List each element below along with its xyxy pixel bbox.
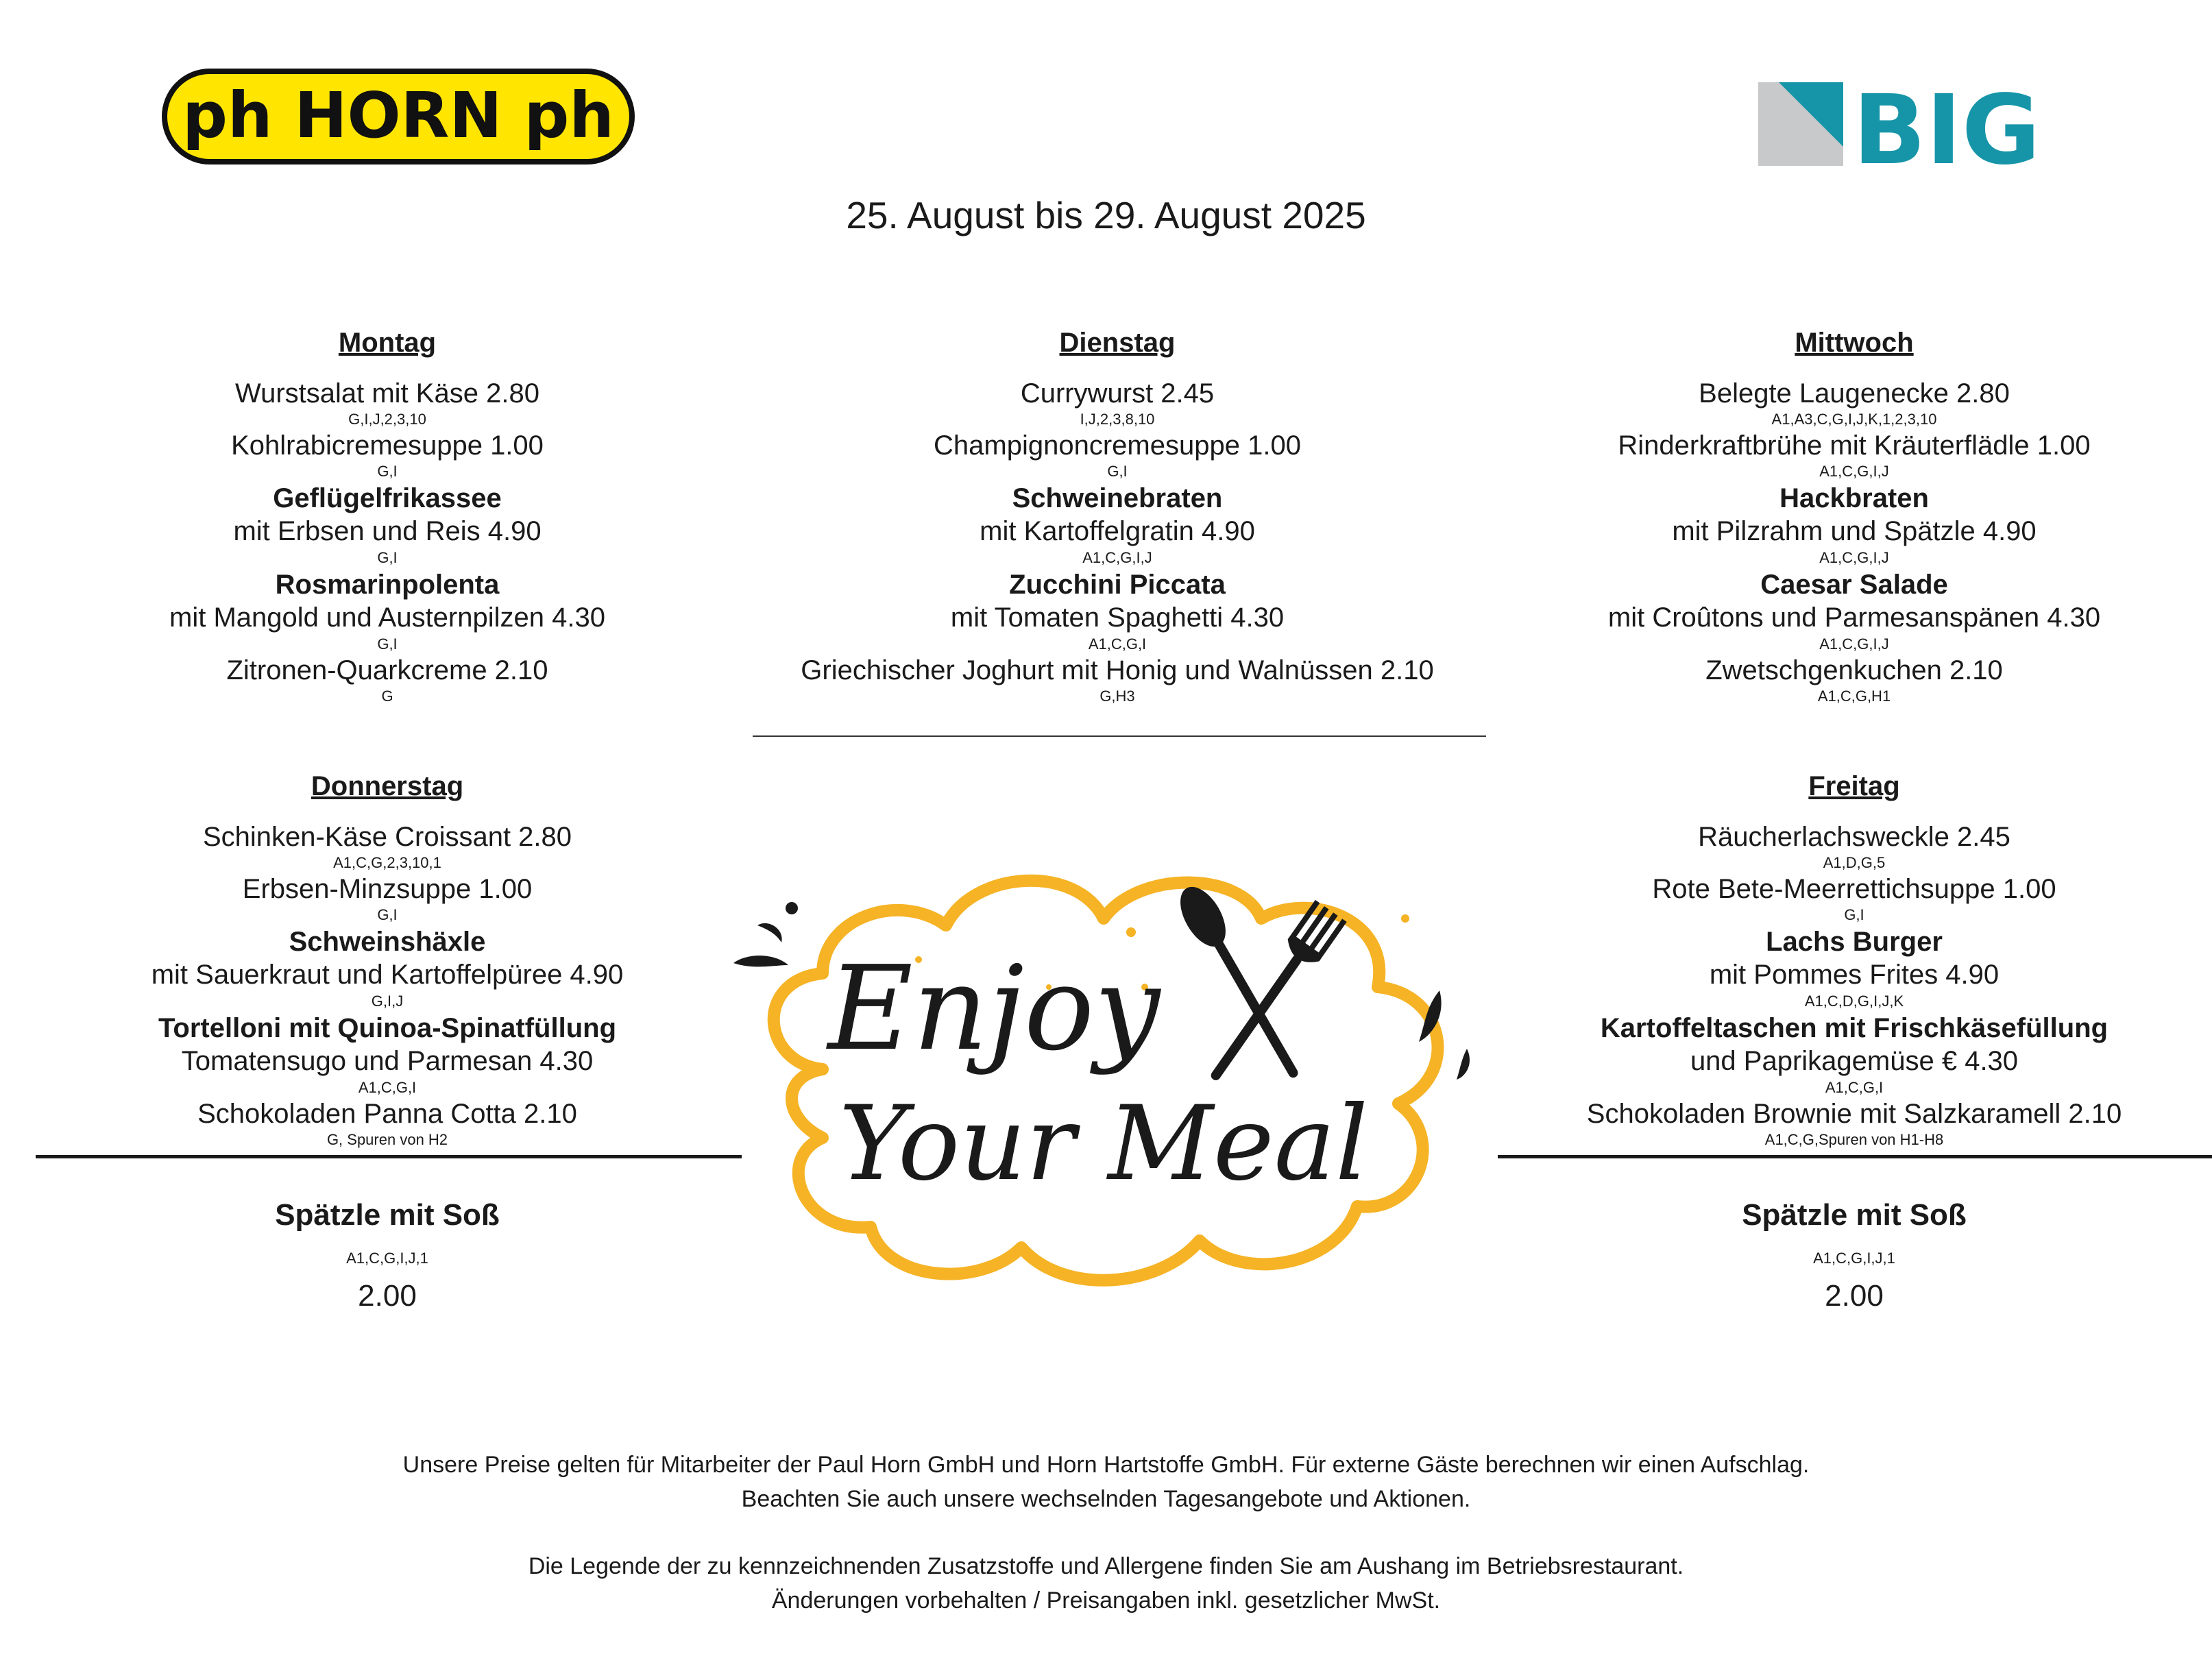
- horn-logo: [162, 69, 635, 165]
- divider-line-left: [36, 1155, 742, 1158]
- menu-item: mit Pommes Frites 4.90: [1709, 960, 2000, 990]
- allergen-codes: A1,A3,C,G,I,J,K,1,2,3,10: [1771, 411, 1937, 428]
- footer-line: Beachten Sie auch unsere wechselnden Tagesangebote und Aktionen.: [741, 1486, 1471, 1512]
- menu-item-title: Rosmarinpolenta: [275, 570, 500, 600]
- allergen-codes: G,I: [1844, 906, 1864, 923]
- enjoy-text: Enjoy: [827, 941, 1160, 1077]
- menu-item: mit Erbsen und Reis 4.90: [233, 516, 542, 546]
- allergen-codes: A1,C,G,I,J: [1819, 549, 1889, 566]
- allergen-codes: A1,C,G,I,J,1: [1813, 1250, 1895, 1267]
- menu-item-title: Kartoffeltaschen mit Frischkäsefüllung: [1600, 1013, 2108, 1043]
- allergen-codes: A1,C,G,H1: [1817, 688, 1891, 705]
- allergen-codes: A1,C,G,I,J: [1082, 549, 1152, 566]
- allergen-codes: A1,C,G,I,J,1: [346, 1250, 428, 1267]
- menu-item: mit Croûtons und Parmesanspänen 4.30: [1607, 603, 2101, 633]
- offer-title: Spätzle mit Soß: [275, 1198, 500, 1232]
- day-title: Donnerstag: [311, 771, 464, 801]
- menu-item: Tomatensugo und Parmesan 4.30: [181, 1046, 594, 1076]
- menu-item: Rinderkraftbrühe mit Kräuterflädle 1.00: [1618, 430, 2091, 461]
- allergen-codes: G,I: [377, 549, 398, 566]
- menu-item: Griechischer Joghurt mit Honig und Walnüssen 2.10: [801, 655, 1434, 685]
- menu-item-title: Zucchini Piccata: [1009, 570, 1226, 600]
- horn-logo-text: ph HORN ph: [182, 79, 614, 152]
- menu-item: Räucherlachsweckle 2.45: [1698, 822, 2010, 852]
- menu-item: Erbsen-Minzsuppe 1.00: [242, 874, 533, 904]
- divider-line-right: [1498, 1155, 2212, 1158]
- menu-item-title: Caesar Salade: [1760, 570, 1948, 600]
- allergen-codes: A1,C,G,I,J: [1819, 635, 1889, 653]
- allergen-codes: G, Spuren von H2: [326, 1131, 448, 1148]
- allergen-codes: G,I: [377, 906, 398, 923]
- allergen-codes: A1,C,G,I: [358, 1079, 417, 1096]
- spaetzle-offer-left: [96, 1196, 679, 1315]
- footer-line: Änderungen vorbehalten / Preisangaben inkl. gesetzlicher MwSt.: [771, 1587, 1441, 1614]
- menu-item: Currywurst 2.45: [1020, 378, 1215, 409]
- menu-item-title: Lachs Burger: [1766, 927, 1943, 957]
- day-column-montag: [96, 326, 679, 707]
- day-title: Montag: [338, 328, 437, 358]
- menu-item: Champignoncremesuppe 1.00: [934, 430, 1301, 461]
- date-range-title: 25. August bis 29. August 2025: [846, 194, 1366, 236]
- menu-item: und Paprikagemüse € 4.30: [1690, 1046, 2019, 1076]
- allergen-codes: G,I: [1107, 463, 1128, 480]
- allergen-codes: A1,C,G,I: [1825, 1079, 1884, 1096]
- footer-line: Unsere Preise gelten für Mitarbeiter der Paul Horn GmbH und Horn Hartstoffe GmbH. Für externe Gäste berechnen wir einen Aufschlag.: [402, 1452, 1810, 1478]
- allergen-codes: A1,C,G,I: [1088, 635, 1147, 653]
- offer-price: 2.00: [1825, 1279, 1884, 1313]
- menu-item: Kohlrabicremesuppe 1.00: [231, 430, 544, 461]
- your-meal-text: Your Meal: [838, 1084, 1369, 1204]
- menu-item: Schinken-Käse Croissant 2.80: [202, 822, 572, 852]
- menu-item: mit Kartoffelgratin 4.90: [980, 516, 1255, 546]
- day-column-donnerstag: [96, 769, 679, 1150]
- allergen-codes: A1,C,D,G,I,J,K: [1804, 993, 1904, 1010]
- allergen-codes: G,I,J,2,3,10: [348, 411, 426, 428]
- day-column-mittwoch: [1529, 326, 2180, 707]
- day-title: Mittwoch: [1795, 328, 1914, 358]
- allergen-codes: G: [381, 688, 393, 705]
- menu-item-title: Hackbraten: [1779, 483, 1929, 513]
- menu-item: Wurstsalat mit Käse 2.80: [235, 378, 539, 409]
- spaetzle-offer-right: [1529, 1196, 2180, 1315]
- allergen-codes: G,I,J: [371, 993, 404, 1010]
- menu-item-title: Tortelloni mit Quinoa-Spinatfüllung: [158, 1013, 617, 1043]
- menu-item-title: Geflügelfrikassee: [273, 483, 502, 513]
- allergen-codes: I,J,2,3,8,10: [1080, 411, 1155, 428]
- menu-item: mit Pilzrahm und Spätzle 4.90: [1672, 516, 2037, 546]
- allergen-codes: G,I: [377, 463, 398, 480]
- allergen-codes: A1,C,G,2,3,10,1: [333, 854, 441, 871]
- big-logo: [1758, 75, 2041, 186]
- menu-item: Rote Bete-Meerrettichsuppe 1.00: [1652, 874, 2056, 904]
- allergen-codes: A1,C,G,I,J: [1819, 463, 1889, 480]
- divider-line: [753, 735, 1486, 737]
- menu-item-title: Schweinshäxle: [289, 927, 486, 957]
- menu-item: Zitronen-Quarkcreme 2.10: [226, 655, 548, 685]
- offer-price: 2.00: [358, 1279, 417, 1313]
- enjoy-your-meal-graphic: [720, 843, 1494, 1295]
- footer-notes: [0, 1448, 2212, 1618]
- footer-line: Die Legende der zu kennzeichnenden Zusatzstoffe und Allergene finden Sie am Aushang im Betriebsrestaurant.: [528, 1553, 1684, 1579]
- menu-item-title: Schweinebraten: [1012, 483, 1223, 513]
- big-logo-text: BIG: [1853, 75, 2041, 186]
- day-title: Freitag: [1808, 771, 1900, 801]
- menu-item: mit Mangold und Austernpilzen 4.30: [169, 603, 605, 633]
- menu-item: Zwetschgenkuchen 2.10: [1705, 655, 2003, 685]
- day-column-freitag: [1529, 769, 2180, 1150]
- allergen-codes: G,I: [377, 635, 398, 653]
- day-column-dienstag: [740, 326, 1494, 707]
- day-title: Dienstag: [1059, 328, 1176, 358]
- allergen-codes: A1,D,G,5: [1823, 854, 1886, 871]
- menu-item: mit Tomaten Spaghetti 4.30: [950, 603, 1285, 633]
- allergen-codes: A1,C,G,Spuren von H1-H8: [1764, 1131, 1944, 1148]
- menu-item: mit Sauerkraut und Kartoffelpüree 4.90: [151, 960, 624, 990]
- menu-item: Schokoladen Panna Cotta 2.10: [197, 1099, 577, 1129]
- allergen-codes: G,H3: [1099, 688, 1135, 705]
- menu-item: Belegte Laugenecke 2.80: [1699, 378, 2010, 409]
- offer-title: Spätzle mit Soß: [1742, 1198, 1967, 1232]
- menu-item: Schokoladen Brownie mit Salzkaramell 2.10: [1586, 1099, 2122, 1129]
